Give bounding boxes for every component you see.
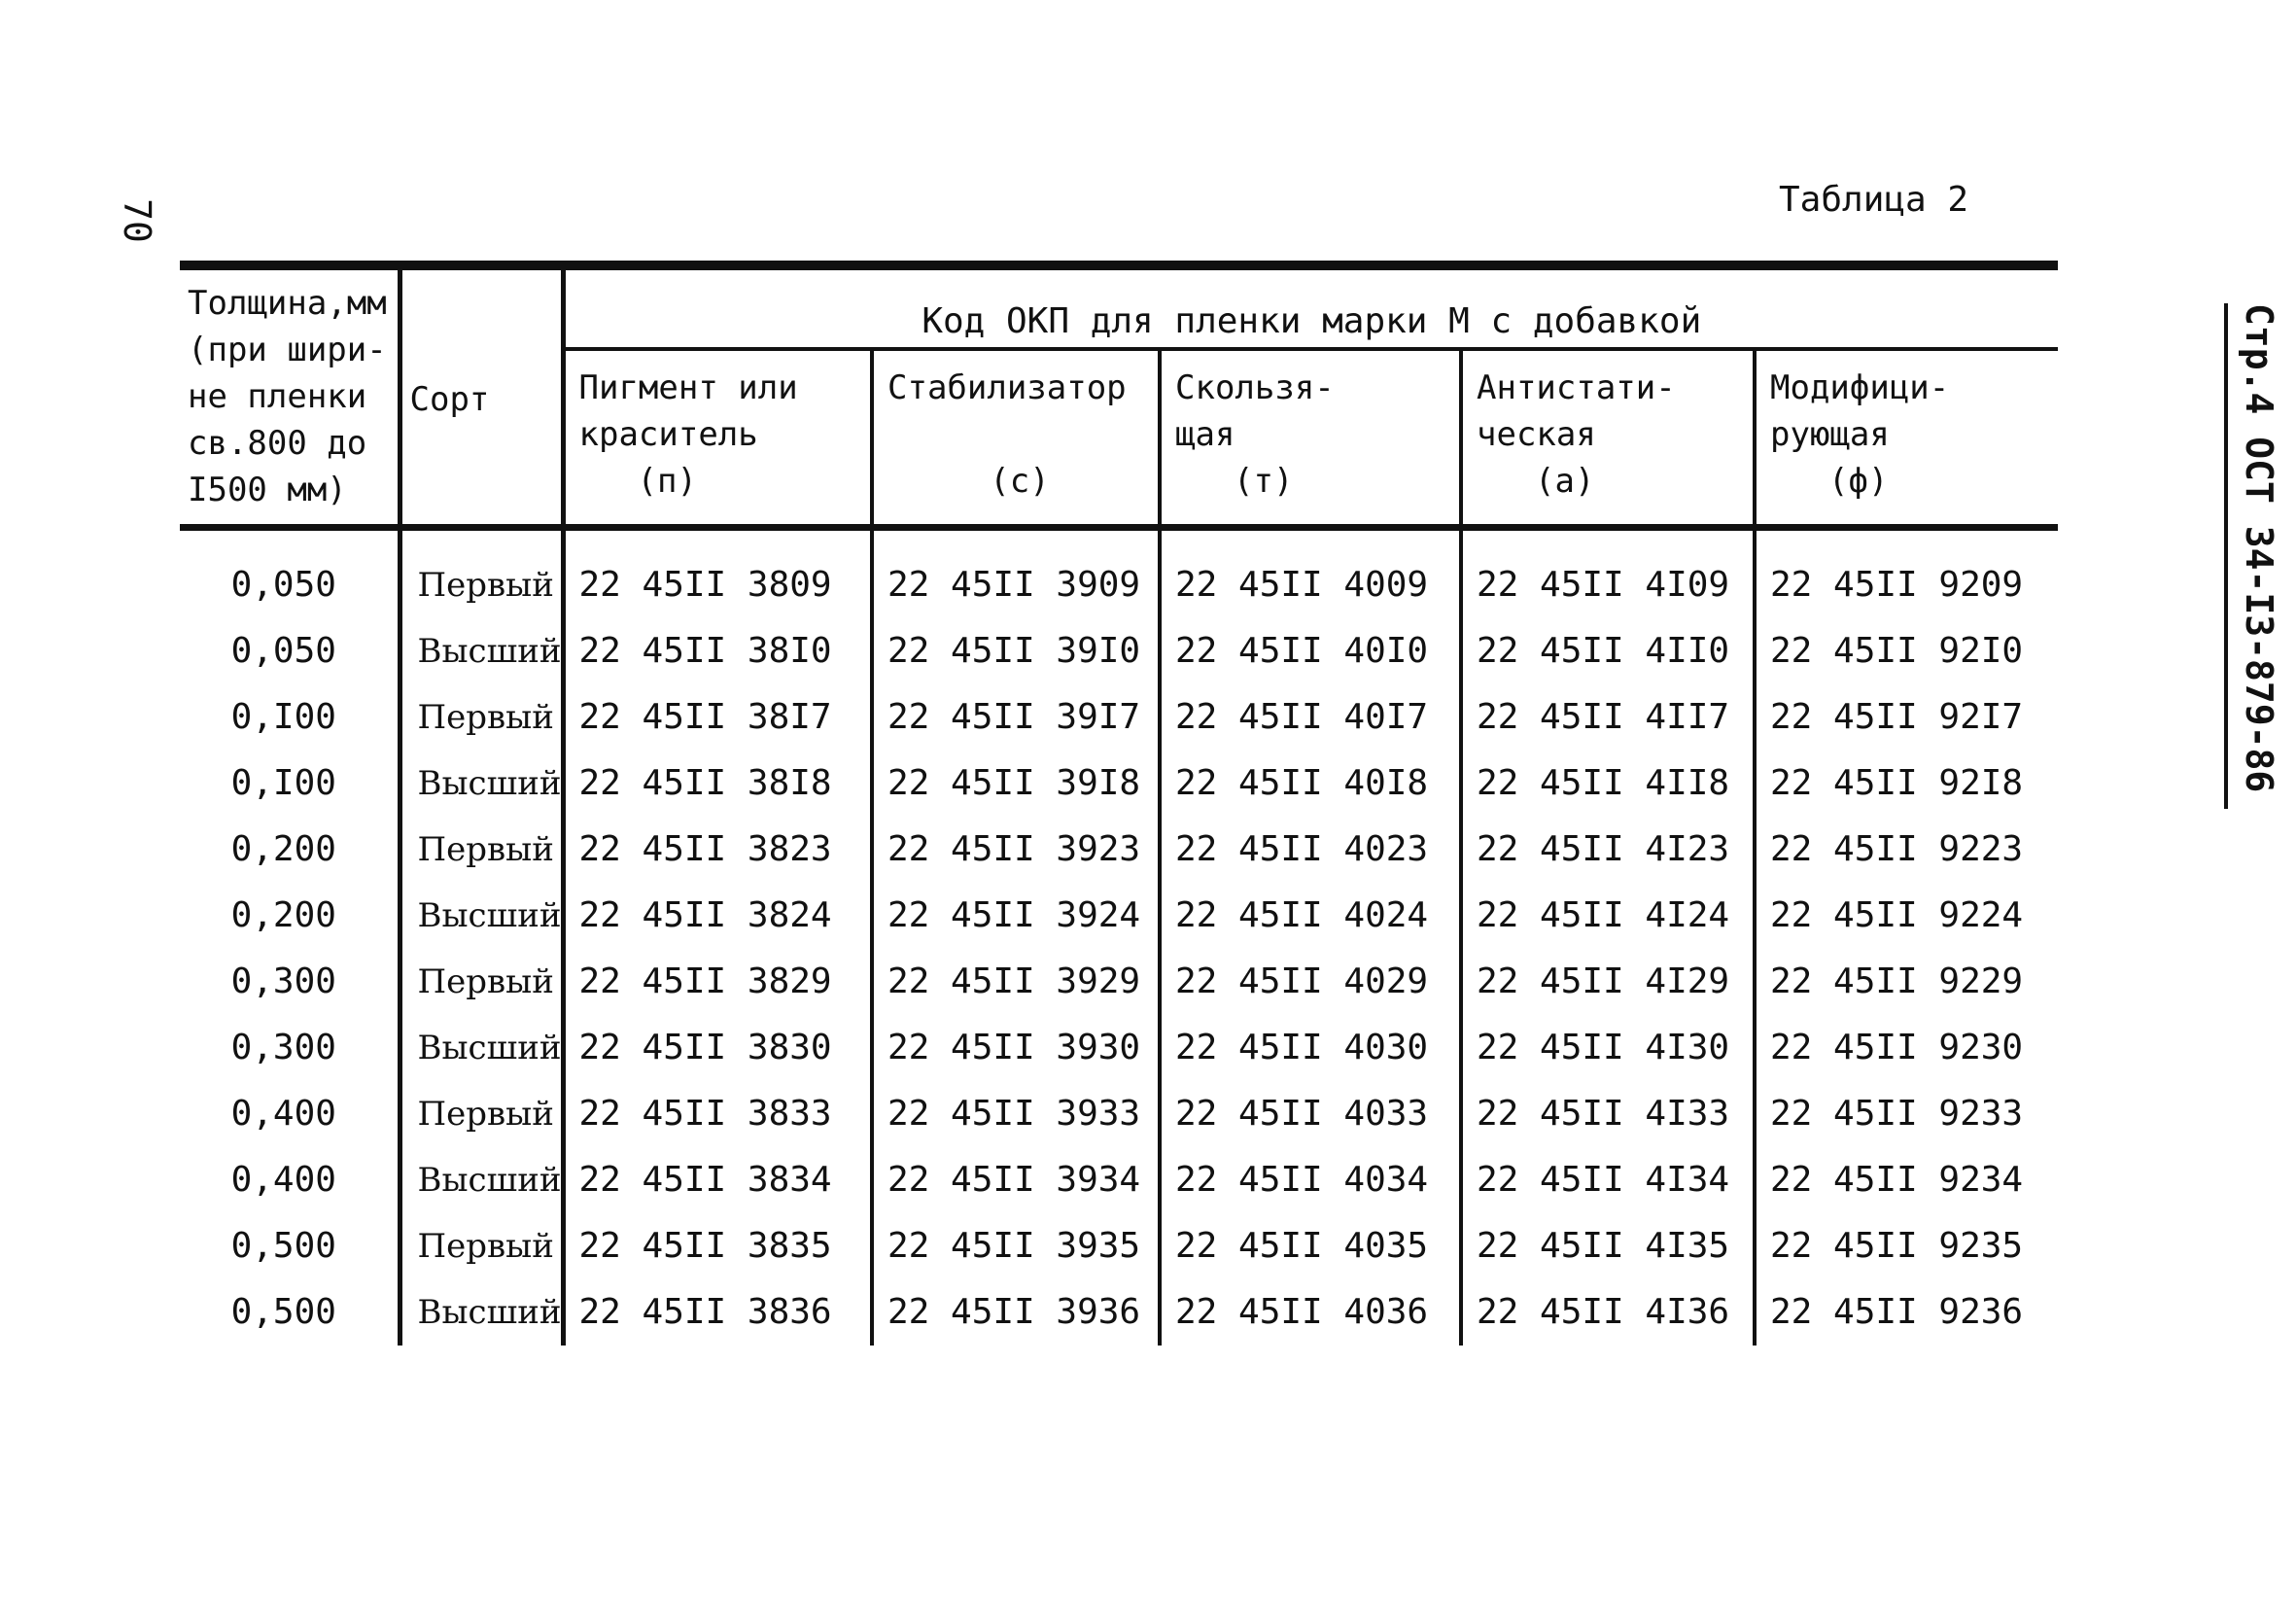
grade-cell: Первый bbox=[400, 1081, 563, 1147]
okp-code-cell: 22 45II 3935 bbox=[872, 1213, 1160, 1279]
subheader-line: Модифици- bbox=[1770, 368, 1950, 407]
okp-code-cell: 22 45II 4I36 bbox=[1461, 1279, 1755, 1346]
grade-cell: Первый bbox=[400, 528, 563, 619]
grade-cell: Высший bbox=[400, 1279, 563, 1346]
thickness-cell: 0,200 bbox=[230, 895, 336, 935]
table-body bbox=[180, 528, 2058, 1346]
okp-code-cell: 22 45II 9230 bbox=[1755, 1015, 2058, 1081]
subheader-symbol: (ф) bbox=[1828, 462, 1889, 501]
slip-column-header bbox=[1160, 349, 1461, 528]
subheader-symbol: (т) bbox=[1234, 462, 1294, 501]
okp-code-cell: 22 45II 4II7 bbox=[1461, 684, 1755, 751]
okp-code-cell: 22 45II 40I7 bbox=[1160, 684, 1461, 751]
grade-cell: Высший bbox=[400, 1147, 563, 1213]
okp-code-cell: 22 45II 4024 bbox=[1160, 883, 1461, 949]
okp-code-cell: 22 45II 3930 bbox=[872, 1015, 1160, 1081]
table-label: Таблица 2 bbox=[1779, 180, 1969, 220]
subheader-symbol: (а) bbox=[1535, 462, 1595, 501]
okp-code-cell: 22 45II 92I8 bbox=[1755, 751, 2058, 817]
okp-code-cell: 22 45II 9234 bbox=[1755, 1147, 2058, 1213]
okp-code-cell: 22 45II 3833 bbox=[563, 1081, 872, 1147]
subheader-symbol: (с) bbox=[990, 462, 1050, 501]
okp-code-cell: 22 45II 39I8 bbox=[872, 751, 1160, 817]
okp-code-cell: 22 45II 3934 bbox=[872, 1147, 1160, 1213]
thickness-cell: 0,200 bbox=[230, 829, 336, 869]
thickness-cell: 0,300 bbox=[230, 1028, 336, 1067]
thickness-cell: 0,400 bbox=[230, 1160, 336, 1200]
pigment-column-header bbox=[563, 349, 872, 528]
okp-code-cell: 22 45II 9233 bbox=[1755, 1081, 2058, 1147]
okp-code-cell: 22 45II 38I7 bbox=[563, 684, 872, 751]
subheader-line: ческая bbox=[1477, 415, 1596, 454]
okp-code-cell: 22 45II 4I24 bbox=[1461, 883, 1755, 949]
grade-column-header bbox=[400, 265, 563, 528]
thickness-cell: 0,500 bbox=[230, 1226, 336, 1266]
okp-code-cell: 22 45II 92I7 bbox=[1755, 684, 2058, 751]
thickness-cell: 0,400 bbox=[230, 1094, 336, 1134]
okp-group-header bbox=[563, 265, 2058, 349]
okp-code-cell: 22 45II 4036 bbox=[1160, 1279, 1461, 1346]
grade-cell: Первый bbox=[400, 684, 563, 751]
thickness-column-header bbox=[180, 265, 400, 528]
table-row bbox=[180, 1081, 2058, 1147]
okp-code-cell: 22 45II 4II8 bbox=[1461, 751, 1755, 817]
okp-code-cell: 22 45II 4029 bbox=[1160, 949, 1461, 1015]
okp-code-cell: 22 45II 9229 bbox=[1755, 949, 2058, 1015]
page-number: 70 bbox=[115, 198, 158, 243]
okp-code-cell: 22 45II 4023 bbox=[1160, 817, 1461, 883]
okp-code-cell: 22 45II 40I8 bbox=[1160, 751, 1461, 817]
okp-code-cell: 22 45II 3823 bbox=[563, 817, 872, 883]
okp-code-cell: 22 45II 3933 bbox=[872, 1081, 1160, 1147]
subheader-line: щая bbox=[1175, 415, 1235, 454]
okp-code-cell: 22 45II 4I30 bbox=[1461, 1015, 1755, 1081]
okp-code-cell: 22 45II 40I0 bbox=[1160, 618, 1461, 684]
okp-code-table bbox=[180, 261, 2058, 1346]
okp-code-cell: 22 45II 9224 bbox=[1755, 883, 2058, 949]
document-reference: Стр.4 ОСТ 34-I3-879-86 bbox=[2224, 303, 2286, 809]
okp-code-cell: 22 45II 3834 bbox=[563, 1147, 872, 1213]
table-row bbox=[180, 684, 2058, 751]
okp-code-cell: 22 45II 3824 bbox=[563, 883, 872, 949]
okp-code-cell: 22 45II 9223 bbox=[1755, 817, 2058, 883]
subheader-line: рующая bbox=[1770, 415, 1890, 454]
thickness-header-line: I500 мм) bbox=[188, 471, 347, 509]
okp-code-cell: 22 45II 92I0 bbox=[1755, 618, 2058, 684]
okp-code-cell: 22 45II 38I0 bbox=[563, 618, 872, 684]
table-row bbox=[180, 1147, 2058, 1213]
okp-code-cell: 22 45II 3829 bbox=[563, 949, 872, 1015]
stabilizer-column-header bbox=[872, 349, 1160, 528]
okp-group-header-label: Код ОКП для пленки марки М с добавкой bbox=[922, 301, 1702, 341]
thickness-cell: 0,300 bbox=[230, 961, 336, 1001]
okp-code-cell: 22 45II 4I33 bbox=[1461, 1081, 1755, 1147]
thickness-cell: 0,500 bbox=[230, 1292, 336, 1332]
grade-cell: Высший bbox=[400, 751, 563, 817]
okp-code-cell: 22 45II 4034 bbox=[1160, 1147, 1461, 1213]
okp-code-cell: 22 45II 9235 bbox=[1755, 1213, 2058, 1279]
okp-code-cell: 22 45II 3923 bbox=[872, 817, 1160, 883]
thickness-cell: 0,050 bbox=[230, 631, 336, 671]
okp-code-cell: 22 45II 3936 bbox=[872, 1279, 1160, 1346]
thickness-cell: 0,050 bbox=[180, 528, 400, 619]
subheader-line: Скользя- bbox=[1175, 368, 1335, 407]
subheader-symbol: (п) bbox=[637, 462, 697, 501]
okp-code-table-container bbox=[180, 261, 2058, 1346]
thickness-cell: 0,I00 bbox=[230, 763, 336, 803]
okp-code-cell: 22 45II 3924 bbox=[872, 883, 1160, 949]
grade-cell: Первый bbox=[400, 1213, 563, 1279]
okp-code-cell: 22 45II 4I09 bbox=[1461, 528, 1755, 619]
grade-cell: Первый bbox=[400, 949, 563, 1015]
thickness-header-line: св.800 до bbox=[188, 424, 367, 463]
antistatic-column-header bbox=[1461, 349, 1755, 528]
thickness-header-line: не пленки bbox=[188, 377, 367, 416]
table-row bbox=[180, 883, 2058, 949]
table-row bbox=[180, 751, 2058, 817]
okp-code-cell: 22 45II 4009 bbox=[1160, 528, 1461, 619]
okp-code-cell: 22 45II 4II0 bbox=[1461, 618, 1755, 684]
okp-code-cell: 22 45II 3809 bbox=[563, 528, 872, 619]
table-row bbox=[180, 618, 2058, 684]
table-row bbox=[180, 1279, 2058, 1346]
okp-code-cell: 22 45II 3835 bbox=[563, 1213, 872, 1279]
thickness-header-line: Толщина,мм bbox=[188, 284, 387, 323]
thickness-header-line: (при шири- bbox=[188, 331, 387, 369]
grade-cell: Высший bbox=[400, 1015, 563, 1081]
subheader-line: Антистати- bbox=[1477, 368, 1676, 407]
subheader-line: Пигмент или bbox=[578, 368, 798, 407]
okp-code-cell: 22 45II 4030 bbox=[1160, 1015, 1461, 1081]
grade-cell: Первый bbox=[400, 817, 563, 883]
okp-code-cell: 22 45II 39I7 bbox=[872, 684, 1160, 751]
okp-code-cell: 22 45II 9236 bbox=[1755, 1279, 2058, 1346]
okp-code-cell: 22 45II 39I0 bbox=[872, 618, 1160, 684]
okp-code-cell: 22 45II 4I29 bbox=[1461, 949, 1755, 1015]
okp-code-cell: 22 45II 4I34 bbox=[1461, 1147, 1755, 1213]
okp-code-cell: 22 45II 3836 bbox=[563, 1279, 872, 1346]
okp-code-cell: 22 45II 3929 bbox=[872, 949, 1160, 1015]
okp-code-cell: 22 45II 4035 bbox=[1160, 1213, 1461, 1279]
modifier-column-header bbox=[1755, 349, 2058, 528]
okp-code-cell: 22 45II 38I8 bbox=[563, 751, 872, 817]
okp-code-cell: 22 45II 4I23 bbox=[1461, 817, 1755, 883]
okp-code-cell: 22 45II 9209 bbox=[1755, 528, 2058, 619]
grade-cell: Высший bbox=[400, 883, 563, 949]
okp-code-cell: 22 45II 3909 bbox=[872, 528, 1160, 619]
grade-header-label: Сорт bbox=[409, 379, 490, 419]
table-row bbox=[180, 817, 2058, 883]
table-row bbox=[180, 1213, 2058, 1279]
okp-code-cell: 22 45II 4033 bbox=[1160, 1081, 1461, 1147]
subheader-line: краситель bbox=[578, 415, 758, 454]
okp-code-cell: 22 45II 3830 bbox=[563, 1015, 872, 1081]
subheader-line: Стабилизатор bbox=[887, 368, 1127, 407]
okp-code-cell: 22 45II 4I35 bbox=[1461, 1213, 1755, 1279]
table-row bbox=[180, 949, 2058, 1015]
grade-cell: Высший bbox=[400, 618, 563, 684]
table-row bbox=[180, 528, 2058, 619]
table-row bbox=[180, 1015, 2058, 1081]
thickness-cell: 0,I00 bbox=[230, 697, 336, 737]
